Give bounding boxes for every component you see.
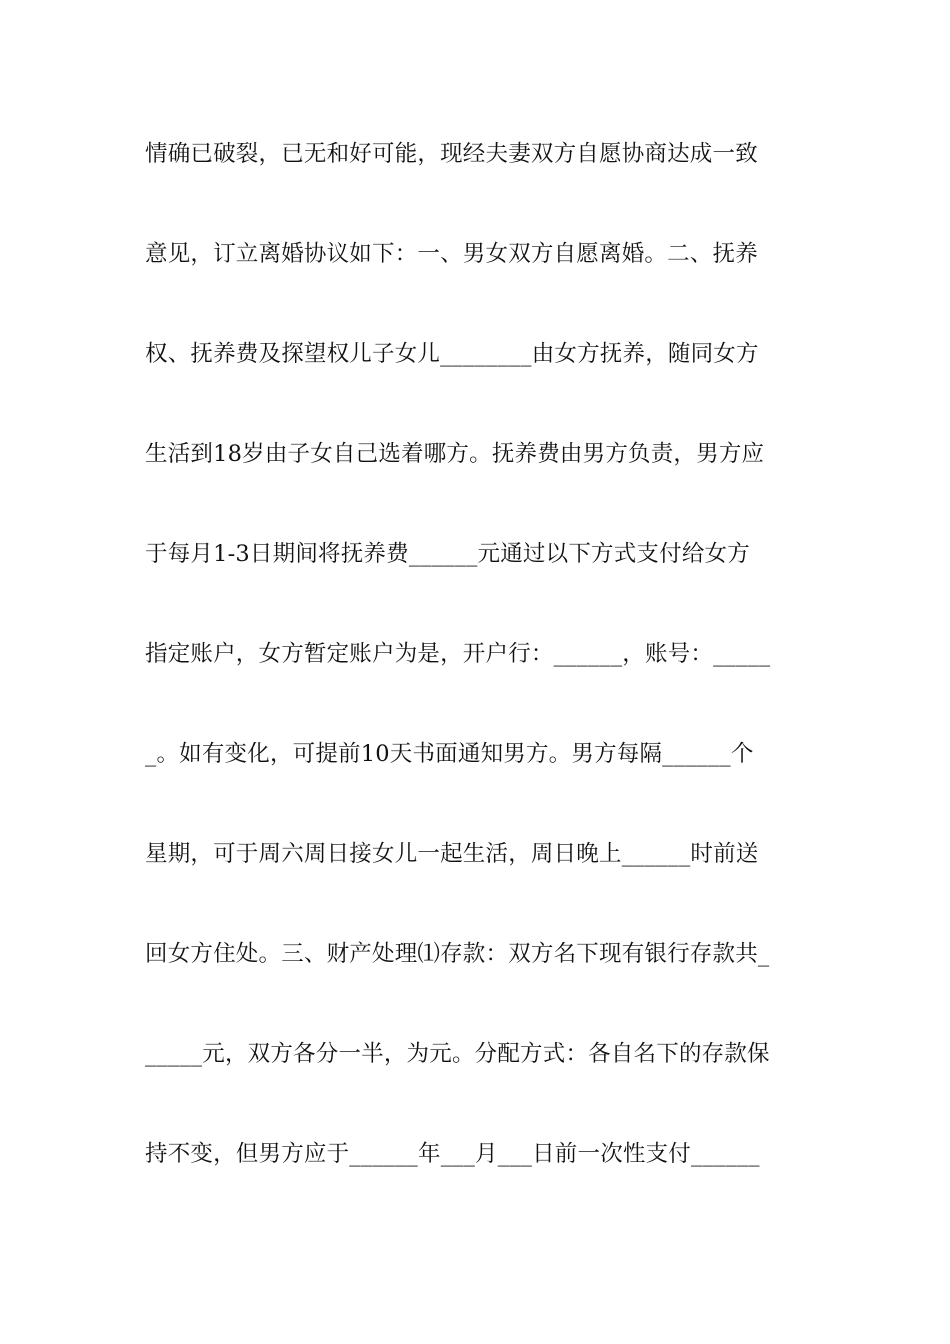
text-line: 意见，订立离婚协议如下：一、男女双方自愿离婚。二、抚养	[145, 241, 758, 267]
text-line: 权、抚养费及探望权儿子女儿________由女方抚养，随同女方	[145, 341, 759, 367]
text-line: 指定账户，女方暂定账户为是，开户行：______，账号：_____	[145, 641, 771, 667]
text-line: 持不变，但男方应于______年___月___日前一次性支付______	[145, 1141, 760, 1167]
text-line: 于每月1-3日期间将抚养费______元通过以下方式支付给女方	[145, 541, 750, 567]
text-line: _____元，双方各分一半，为元。分配方式：各自名下的存款保	[145, 1041, 770, 1067]
agreement-text	[145, 130, 810, 1230]
text-line: 生活到18岁由子女自己选着哪方。抚养费由男方负责，男方应	[145, 441, 765, 467]
text-line: 回女方住处。三、财产处理⑴存款：双方名下现有银行存款共_	[145, 941, 770, 967]
text-line: 星期，可于周六周日接女儿一起生活，周日晚上______时前送	[145, 841, 759, 867]
text-line: _。如有变化，可提前10天书面通知男方。男方每隔______个	[145, 741, 754, 767]
text-line: 情确已破裂，已无和好可能，现经夫妻双方自愿协商达成一致	[145, 141, 758, 167]
